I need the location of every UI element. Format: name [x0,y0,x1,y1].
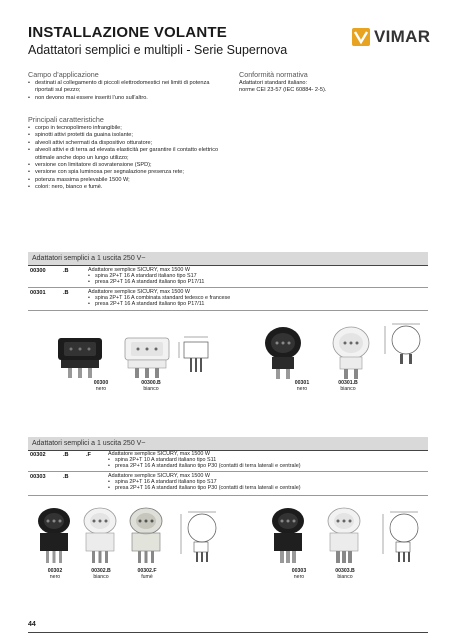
dimension-drawing-00303 [378,508,426,564]
product-code: 00301 [30,290,46,296]
product-spec: • spina 2P+T 16 A standard italiano tipo S17 [88,273,418,279]
section1-title: Adattatori semplici a 1 uscita 250 V~ [32,255,146,262]
caption-code: 00303.B [335,568,355,574]
image-caption [86,568,116,580]
product-spec: • presa 2P+T 16 A standard italiano tipo P17/11 [88,301,418,307]
caption-code: 00302.B [91,568,111,574]
principali-item: • corpo in tecnopolimero infrangibile; [28,125,223,132]
caption-color: bianco [93,574,109,580]
brand-logo [352,27,430,49]
image-caption [333,380,363,392]
image-caption [136,380,166,392]
product-suffix: .B [63,268,69,274]
adapter-00302f-image [126,505,166,567]
product-suffix: .B [63,452,69,458]
image-caption [330,568,360,580]
adapter-00301-image [262,325,304,381]
vimar-mark-icon [352,28,370,46]
product-spec: • spina 2P+T 16 A standard italiano tipo S17 [108,479,428,485]
product-desc [88,289,418,308]
image-caption [132,568,162,580]
caption-code: 00300 [93,380,109,386]
campo-title: Campo d’applicazione [28,70,99,79]
caption-code: 00303 [291,568,307,574]
conformita-line: Adattatori standard italiano: [239,80,308,86]
image-caption [40,568,70,580]
section2-header [28,437,428,450]
caption-color: fumè [141,574,153,580]
product-spec: • spina 2P+T 16 A combinata standard tedesco e francese [88,295,418,301]
principali-item: • spinotti attivi protetti da guaina isolante; [28,132,223,139]
principali-item: • alveoli attivi schermati da dispositivo otturatore; [28,140,223,147]
image-caption [284,568,314,580]
adapter-00302b-image [80,505,120,567]
caption-code: 00301.B [338,380,358,386]
product-spec: • presa 2P+T 16 A standard italiano tipo P30 (contatti di terra laterali e centrale) [108,485,428,491]
page-subtitle: Adattatori semplici e multipli - Serie Supernova [28,43,288,57]
divider [28,265,428,266]
brand-name: VIMAR [374,27,431,46]
divider [28,471,428,472]
caption-color: nero [296,386,308,392]
dimension-drawing-00302 [176,508,224,564]
divider [28,287,428,288]
page-title: INSTALLAZIONE VOLANTE [28,24,227,41]
footer-divider [28,632,428,633]
caption-code: 00301 [294,380,310,386]
product-suffix: .B [63,474,69,480]
product-name: Adattatore semplice SICURY, max 1500 W [88,267,190,273]
conformita-line: norme CEI 23-57 (IEC 60884- 2-5). [239,87,327,94]
adapter-00303-image [268,505,308,567]
image-caption [287,380,317,392]
dimension-drawing-00300 [176,332,216,378]
image-caption [86,380,116,392]
page-number: 44 [28,621,36,628]
product-name: Adattatore semplice SICURY, max 1500 W [108,451,210,457]
product-suffix: .B [63,290,69,296]
adapter-00301b-image [330,325,372,381]
product-code: 00300 [30,268,46,274]
caption-color: nero [95,386,107,392]
adapter-00302-image [34,505,74,567]
adapter-00300-image [55,330,107,380]
divider [28,495,428,496]
caption-color: bianco [337,574,353,580]
campo-section [28,70,223,102]
conformita-section [239,70,419,95]
product-code: 00302 [30,452,46,458]
campo-item: • destinati al collegamento di piccoli elettrodomestici nei limiti di potenza riportati sul pezzo; [28,80,223,95]
section1-header [28,252,428,265]
principali-title: Principali caratteristiche [28,115,104,124]
dimension-drawing-00301 [380,320,428,366]
product-spec: • presa 2P+T 16 A standard italiano tipo P30 (contatti di terra laterali e centrale) [108,463,428,469]
section2-title: Adattatori semplici a 1 uscita 250 V~ [32,440,146,447]
product-spec: • spina 2P+T 10 A standard italiano tipo S11 [108,457,428,463]
divider [28,310,428,311]
caption-color: nero [293,574,305,580]
principali-section [28,115,223,192]
caption-code: 00300.B [141,380,161,386]
product-code: 00303 [30,474,46,480]
principali-item: • alveoli attivi e di terra ad elevata elasticità per garantire il contatto elettrico ottimale anche dopo un lungo utilizzo; [28,147,223,162]
principali-item: • colori: nero, bianco e fumè. [28,184,223,191]
caption-color: bianco [143,386,159,392]
product-name: Adattatore semplice SICURY, max 1500 W [88,289,190,295]
conformita-title: Conformità normativa [239,70,308,79]
caption-code: 00302.F [137,568,157,574]
caption-code: 00302 [47,568,63,574]
product-name: Adattatore semplice SICURY, max 1500 W [108,473,210,479]
product-desc [108,451,428,470]
product-spec: • presa 2P+T 16 A standard italiano tipo P17/11 [88,279,418,285]
campo-item: • non devono mai essere inseriti l’uno sull’altro. [28,95,223,102]
product-desc [88,267,418,286]
adapter-00300b-image [122,330,174,380]
product-suffix: .F [86,452,91,458]
caption-color: bianco [340,386,356,392]
principali-item: • versione con limitatore di sovratensione (SPD); [28,162,223,169]
product-desc [108,473,428,492]
caption-color: nero [49,574,61,580]
adapter-00303b-image [324,505,364,567]
principali-item: • versione con spia luminosa per segnalazione presenza rete; [28,169,223,176]
principali-item: • potenza massima prelevabile 1500 W; [28,177,223,184]
